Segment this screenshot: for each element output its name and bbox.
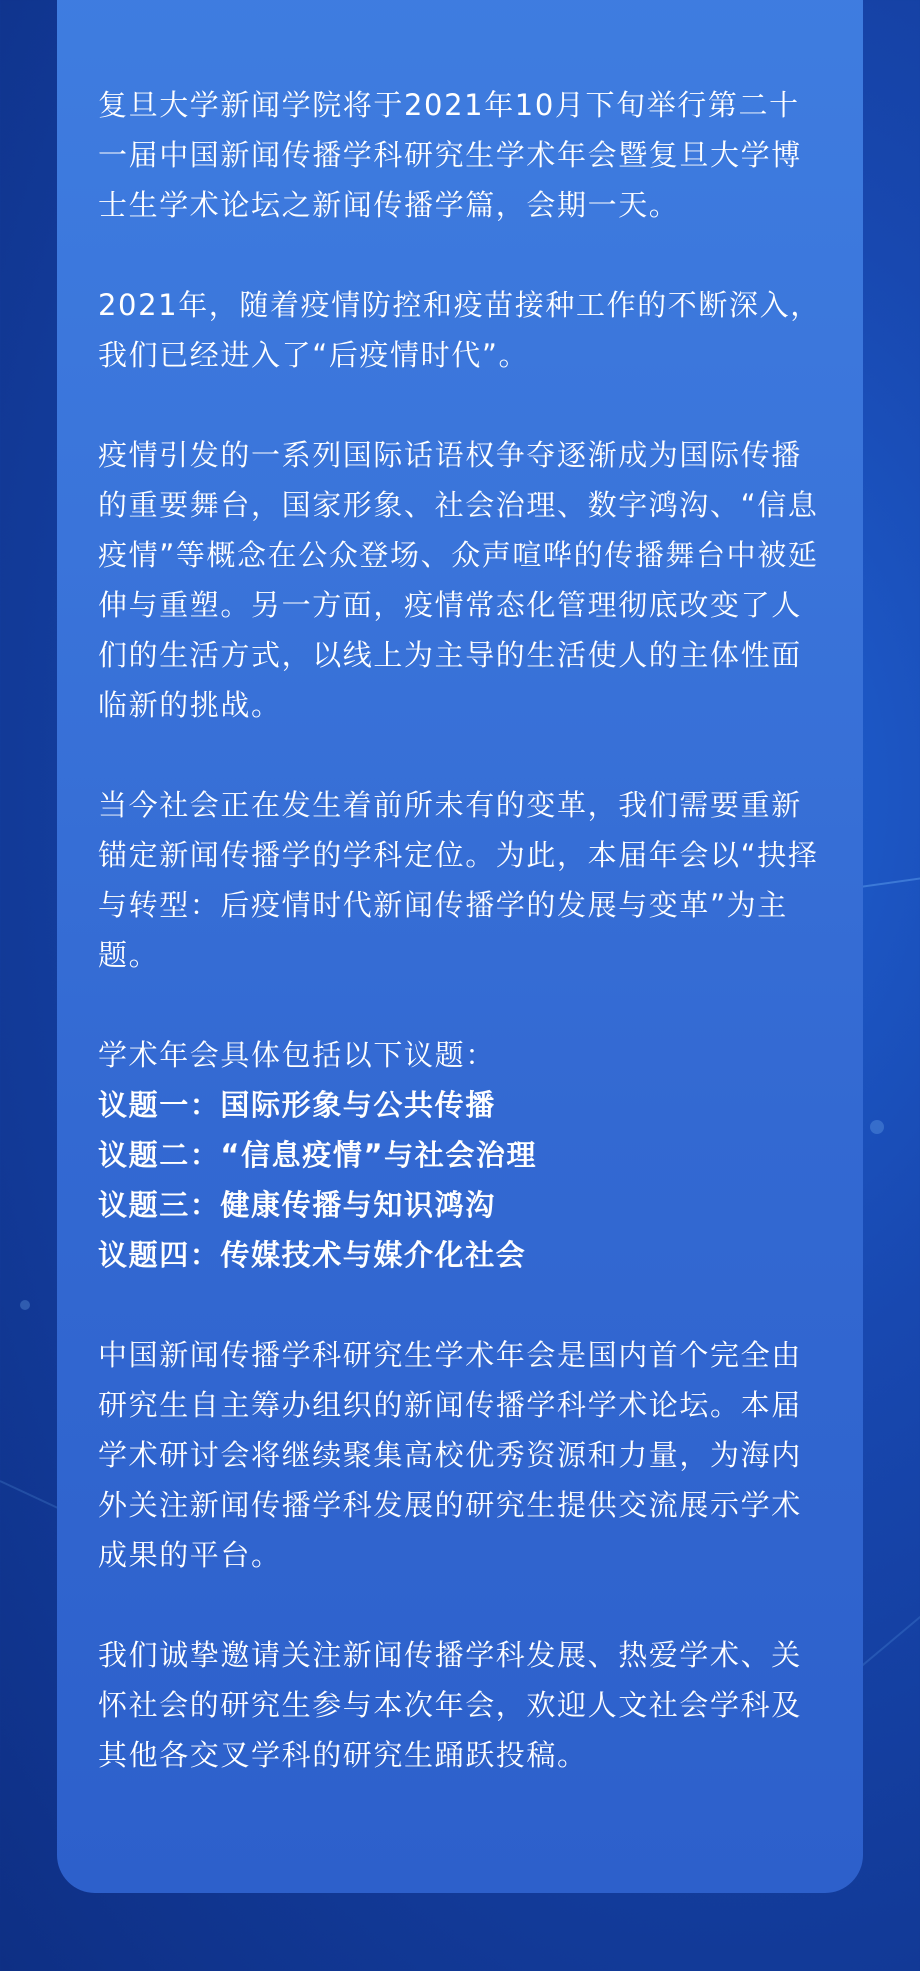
paragraph-post-pandemic: 2021年，随着疫情防控和疫苗接种工作的不断深入，我们已经进入了“后疫情时代”。 [98, 288, 821, 372]
paragraph-invitation: 我们诚挚邀请关注新闻传播学科发展、热爱学术、关怀社会的研究生参与本次年会，欢迎人文社会学科及其他各交叉学科的研究生踊跃投稿。 [98, 1638, 802, 1772]
paragraph-theme: 当今社会正在发生着前所未有的变革，我们需要重新锚定新闻传播学的学科定位。为此，本届年会以“抉择与转型：后疫情时代新闻传播学的发展与变革”为主题。 [98, 788, 819, 972]
topics-list [98, 1030, 828, 1280]
topic-item: 议题一：国际形象与公共传播 [98, 1088, 496, 1122]
topics-intro: 学术年会具体包括以下议题： [98, 1038, 496, 1072]
topic-item: 议题四：传媒技术与媒介化社会 [98, 1238, 527, 1272]
topic-item: 议题三：健康传播与知识鸿沟 [98, 1188, 496, 1222]
article-body [98, 80, 828, 1830]
background-glow-dot [870, 1120, 884, 1134]
paragraph-conference-info: 中国新闻传播学科研究生学术年会是国内首个完全由研究生自主筹办组织的新闻传播学科学术论坛。本届学术研讨会将继续聚集高校优秀资源和力量，为海内外关注新闻传播学科发展的研究生提供交流展示学术成果的平台。 [98, 1338, 802, 1572]
paragraph-intro: 复旦大学新闻学院将于2021年10月下旬举行第二十一届中国新闻传播学科研究生学术年会暨复旦大学博士生学术论坛之新闻传播学篇，会期一天。 [98, 88, 802, 222]
topic-item: 议题二：“信息疫情”与社会治理 [98, 1138, 538, 1172]
background-glow-dot [20, 1300, 30, 1310]
paragraph-background: 疫情引发的一系列国际话语权争夺逐渐成为国际传播的重要舞台，国家形象、社会治理、数字鸿沟、“信息疫情”等概念在公众登场、众声喧哗的传播舞台中被延伸与重塑。另一方面，疫情常态化管理彻底改变了人们的生活方式，以线上为主导的生活使人的主体性面临新的挑战。 [98, 438, 819, 722]
